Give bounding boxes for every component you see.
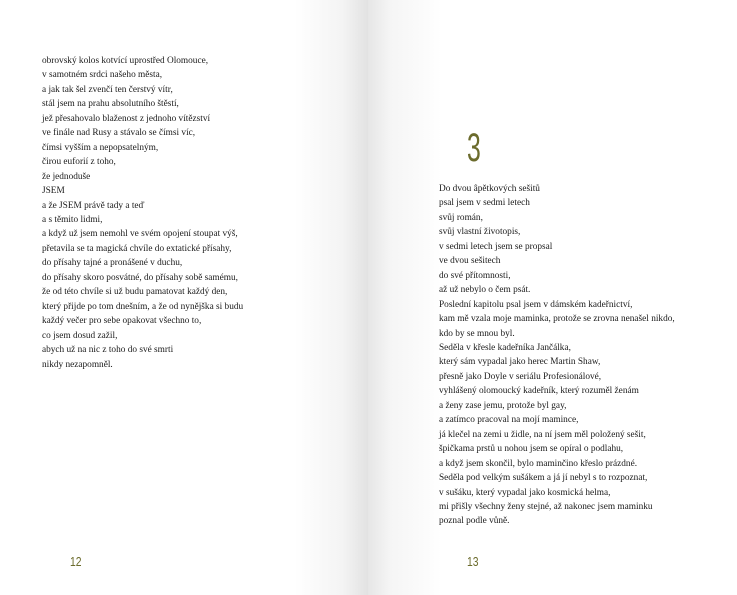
text-line: vyhlášený olomoucký kadeřník, který rozuměl ženám [439,386,639,397]
page-number-right: 13 [467,554,479,569]
text-line: JSEM [42,186,65,197]
text-line: každý večer pro sebe opakovat všechno to, [42,316,202,327]
text-line: v sedmi letech jsem se propsal [439,241,553,252]
right-page-text [439,182,675,529]
text-line: nikdy nezapomněl. [42,359,113,370]
page-number-left: 12 [70,554,82,569]
text-line: stál jsem na prahu absolutního štěstí, [42,99,179,110]
left-page [0,0,368,595]
text-line: až už nebylo o čem psát. [439,285,531,296]
text-line: přesně jako Doyle v seriálu Profesionálové, [439,371,602,382]
text-line: a když jsem skončil, bylo maminčino křeslo prázdné. [439,458,638,469]
text-line: do své přítomnosti, [439,270,511,281]
text-line: obrovský kolos kotvící uprostřed Olomouce, [42,56,209,66]
text-line: ve finále nad Rusy a stávalo se čímsi víc, [42,128,196,139]
text-line: co jsem dosud zažil, [42,330,118,341]
text-line: který sám vypadal jako herec Martin Shaw, [439,357,601,368]
text-line: ve dvou sešitech [439,256,501,267]
text-line: psal jsem v sedmi letech [439,198,530,209]
left-page-text [42,54,243,372]
text-line: kam mě vzala moje maminka, protože se zrovna nenašel nikdo, [439,314,675,325]
text-line: čirou euforií z toho, [42,157,116,168]
text-line: abych už na nic z toho do své smrti [42,345,174,356]
text-line: poznal podle vůně. [439,516,510,527]
text-line: v sušáku, který vypadal jako kosmická helma, [439,487,611,498]
text-line: přetavila se ta magická chvíle do extatické přísahy, [42,243,232,254]
text-line: a když už jsem nemohl ve svém opojení stoupat výš, [42,229,238,240]
text-line: Do dvou âpětkových sešitů [439,184,540,194]
text-line: a ženy zase jemu, protože byl gay, [439,400,567,411]
text-line: v samotném srdci našeho města, [42,70,163,81]
text-line: do přísahy skoro posvátné, do přísahy sobě samému, [42,272,238,283]
text-line: jež přesahovalo blaženost z jednoho vítězství [42,113,211,124]
text-line: špičkama prstů u nohou jsem se opíral o podlahu, [439,444,624,455]
text-line: který přijde po tom dnešním, a že od nynějška si budu [42,301,244,312]
text-line: Seděla pod velkým sušákem a já jí nebyl s to rozpoznat, [439,473,648,484]
text-line: kdo by se mnou byl. [439,328,515,339]
text-line: a s těmito lidmi, [42,214,103,225]
text-line: a zatímco pracoval na mojí mamince, [439,415,579,426]
text-line: že od této chvíle si už budu pamatovat každý den, [42,287,228,298]
text-line: svůj vlastní životopis, [439,227,521,238]
text-line: a jak tak šel zvenčí ten čerstvý vítr, [42,84,173,95]
text-line: do přísahy tajné a pronášené v duchu, [42,258,183,269]
text-line: já klečel na zemi u židle, na ní jsem měl položený sešit, [439,429,646,440]
text-line: Poslední kapitolu psal jsem v dámském kadeřnictví, [439,299,633,310]
text-line: Seděla v křesle kadeřníka Jančálka, [439,342,571,353]
chapter-number: 3 [467,126,481,170]
text-line: mi přišly všechny ženy stejné, až nakonec jsem maminku [439,501,653,512]
text-line: čímsi vyšším a nepopsatelným, [42,142,159,153]
text-line: svůj román, [439,212,483,223]
right-page [368,0,737,595]
text-line: že jednoduše [42,171,91,182]
text-line: a že JSEM právě tady a teď [42,200,145,211]
